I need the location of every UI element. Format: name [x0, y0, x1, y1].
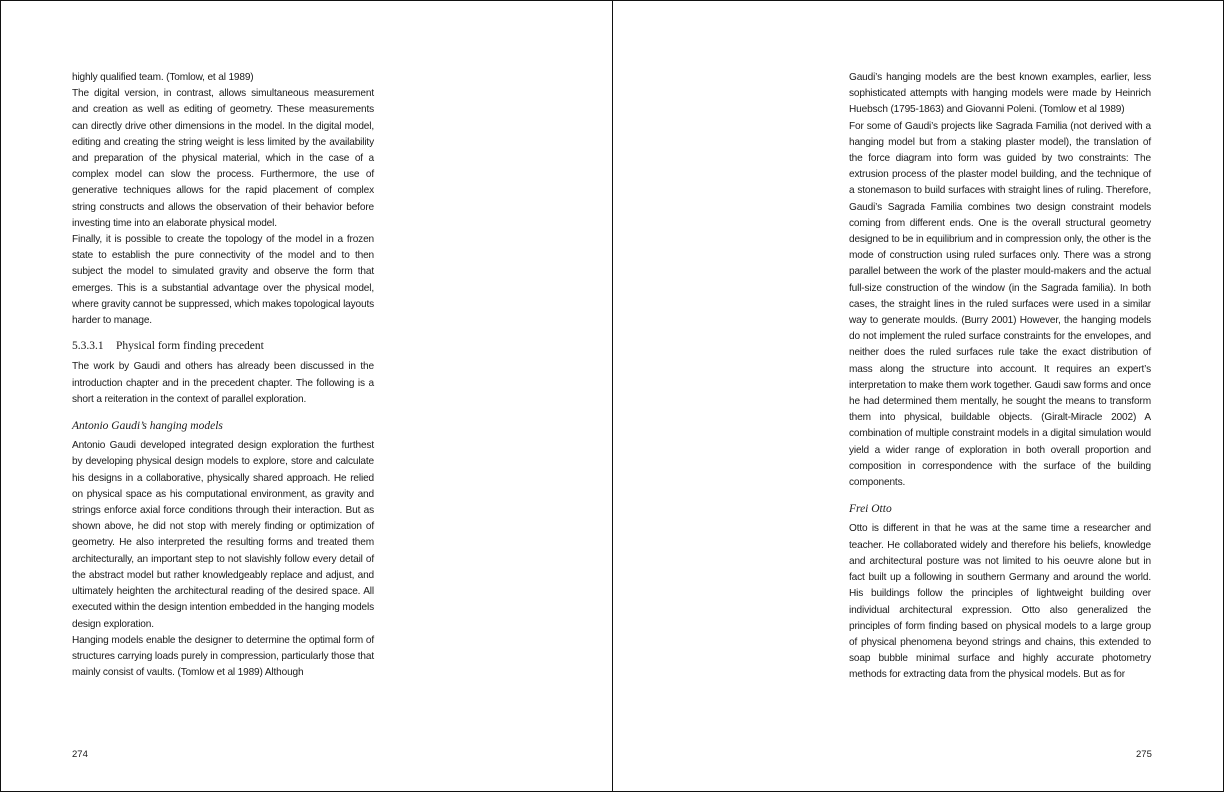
subheading-frei-otto: Frei Otto: [849, 503, 892, 516]
subheading-gaudi: Antonio Gaudi’s hanging models: [72, 420, 223, 433]
paragraph: The digital version, in contrast, allows simultaneous measurement and creation as well as editing of geometry. These measurements can directly drive other dimensions in the model. In the digital model, editing and creating the string weight is less limited by the availability and preparation of the physical material, which in the case of a complex model can slow the process. Furthermore, the use of generative techniques allows for the rapid placement of complex string constructs and allows the observation of their behavior before investing time into an elaborate physical model.: [72, 88, 374, 229]
section-heading: [72, 338, 374, 354]
section-number: 5.3.3.1: [72, 340, 104, 353]
page-number-right: 275: [1136, 749, 1152, 760]
paragraph: Gaudi’s hanging models are the best known examples, earlier, less sophisticated attempts with hanging models were made by Heinrich Huebsch (1795-1863) and Giovanni Poleni. (Tomlow et al 1989): [849, 72, 1151, 116]
right-page: [613, 1, 1223, 791]
paragraph: Otto is different in that he was at the same time a researcher and teacher. He collaborated widely and therefore his beliefs, knowledge and architectural posture was not limited to his oeuvre alone but in fact built up a following in southern Germany and around the world. His buildings follow the principles of lightweight building over individual architectural expression. Otto also generalized the principles of form finding based on physical models to a large group of physical phenomena beyond strings and chains, this extended to soap bubble minimal surface and highly accurate photometry methods for extracting data from the physical models. But as for: [849, 523, 1151, 681]
left-page: [1, 1, 613, 791]
left-text-column: [72, 70, 374, 681]
paragraph: Hanging models enable the designer to determine the optimal form of structures carrying loads purely in compression, particularly those that mainly consist of vaults. (Tomlow et al 1989) Although: [72, 634, 374, 679]
paragraph: For some of Gaudi’s projects like Sagrada Familia (not derived with a hanging model but from a staking plaster model), the translation of the force diagram into form was guided by two constraints: The extrusion process of the plaster model building, and the technique of a stonemason to build surfaces with straight lines of ruling. Therefore, Gaudi’s Sagrada Familia combines two design constraint models coming from different ends. One is the overall structural geometry designed to be in equilibrium and in compression only, the other is the mode of construction using ruled surfaces only. There was a strong parallel between the work of the plaster mould-makers and the actual full-size construction of the window (in the Sagrada familia). In both cases, the straight lines in the ruled surfaces were used in a similar way to generate moulds. (Burry 2001) However, the hanging models do not implement the ruled surface constraints for the envelopes, and neither does the ruled surfaces rule take the exact distribution of mass along the structure into account. It requires an expert’s interpretation to make them work together. Gaudi saw forms and once he had determined them mentally, he sought the means to transform them into physical, buildable objects. (Giralt-Miracle 2002) A combination of multiple constraint models in a digital simulation would yield a wider range of exploration in both overall proportion and composition in correspondence with the surface of the building components.: [849, 120, 1151, 489]
paragraph: Finally, it is possible to create the topology of the model in a frozen state to establish the pure connectivity of the model and to then subject the model to simulated gravity and observe the form that emerges. This is a substantial advantage over the physical model, where gravity cannot be suppressed, which makes topological layouts harder to manage.: [72, 234, 374, 327]
right-text-column: [849, 70, 1151, 684]
page-number-left: 274: [72, 749, 88, 760]
paragraph: The work by Gaudi and others has already been discussed in the introduction chapter and in the precedent chapter. The following is a short a reiteration in the context of parallel exploration.: [72, 361, 374, 405]
paragraph: Antonio Gaudi developed integrated design exploration the furthest by developing physical design models to explore, store and calculate his designs in a collaborative, physically shared approach. He relied on physical space as his computational environment, as gravity and strings enforce axial force conditions through their interaction. But as shown above, he did not stop with merely finding or optimization of geometry. He also interpreted the resulting forms and treated them architecturally, an important step to not slavishly follow every detail of the abstract model but rather knowledgeably replace and adjust, and ultimately heighten the architectural reading of the desired space. All executed within the design intention embedded in the hanging models design exploration.: [72, 440, 374, 630]
section-title: Physical form finding precedent: [116, 340, 264, 353]
paragraph: highly qualified team. (Tomlow, et al 1989): [72, 72, 254, 83]
